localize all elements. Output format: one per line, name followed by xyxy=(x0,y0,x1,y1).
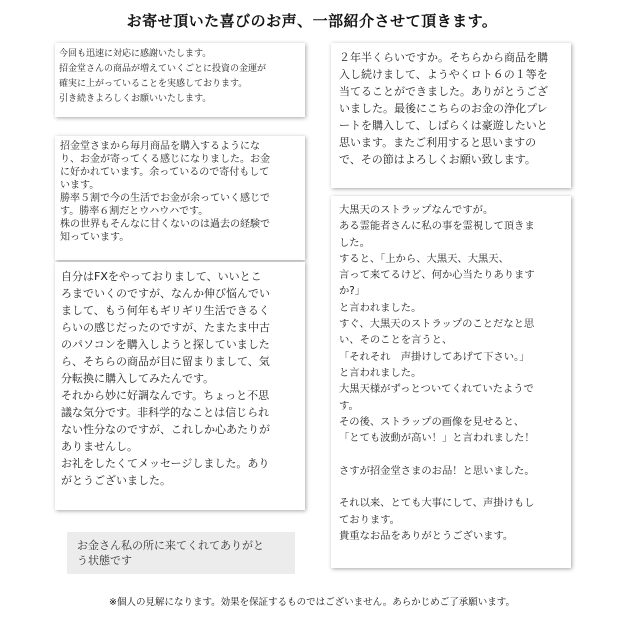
testimonial-card-1 xyxy=(55,43,305,117)
testimonial-text: 自分はFXをやっておりまして、いいとこ ろまでいくのですが、なんか伸び悩んでい まして、もう何年もギリギリ生活できるく らいの感じだったのですが、たまたま中古 のパソコンを購入しようと探していました ら、そちらの商品が目に留まりまして、気 分転換に購入してみたんです。 それから妙に好調なんです。ちょっと不思 議な気分です。非科学的なことは信じられ ない性分なのですが、これしか心あたりが ありませんし。 お礼をしたくてメッセージしました。あり がとうございました。 xyxy=(61,270,270,487)
testimonial-text: ２年半くらいですか。そちらから商品を購 入し続けまして、ようやくロト６の１等を 当てることができました。ありがとうござ いました。最後にこちらのお金の浄化プレ ートを購入して、しばらくは豪遊したいと 思います。またご利用すると思いますの で、その節はよろしくお願い致します。 xyxy=(339,51,548,166)
testimonial-card-3 xyxy=(55,262,305,510)
testimonial-card-4 xyxy=(67,532,295,574)
testimonial-card-5 xyxy=(331,43,571,188)
testimonial-text: お金さん私の所に来てくれてありがと う状態です xyxy=(77,539,264,567)
page-title: お寄せ頂いた喜びのお声、一部紹介させて頂きます。 xyxy=(126,12,498,30)
testimonial-text: 今回も迅速に対応に感謝いたします。 招金堂さんの商品が増えていくごとに投資の金運が 確実に上がっていることを実感しております。 引き続きよろしくお願いいたします。 xyxy=(59,49,267,104)
testimonial-card-6 xyxy=(331,196,571,568)
testimonial-card-2 xyxy=(55,136,305,260)
testimonial-text: 大黒天のストラップなんですが。 ある霊能者さんに私の事を霊視して頂きま した。 すると、「上から、大黒天、大黒天、 言って来てるけど、何か心当たりあります か?」 と言われました。 すぐ、大黒天のストラップのことだなと思 い、そのことを言うと、 「それそれ 声掛けしてあげて下さい。」 と言われました。 大黒天様がずっとついてくれていたようで す。 その後、ストラップの画像を見せると、 「とても波動が高い！」と言われました！ さすが招金堂さまのお品！と思いました。 それ以来、とても大事にして、声掛けもし ております。 貴重なお品をありがとうございます。 xyxy=(339,204,535,542)
testimonial-text: 招金堂さまから毎月商品を購入するようにな り、お金が寄ってくる感じになりました。お金 に好かれています。余っているので寄付もして います。 勝率５割で今の生活でお金が余っていく感じで す。勝率６割だとウハウハです。 株の世界もそんなに甘くないのは過去の経験で 知っています。 xyxy=(60,141,270,243)
disclaimer-note: ※個人の見解になります。効果を保証するものではございません。あらかじめご了承願います。 xyxy=(108,597,515,608)
